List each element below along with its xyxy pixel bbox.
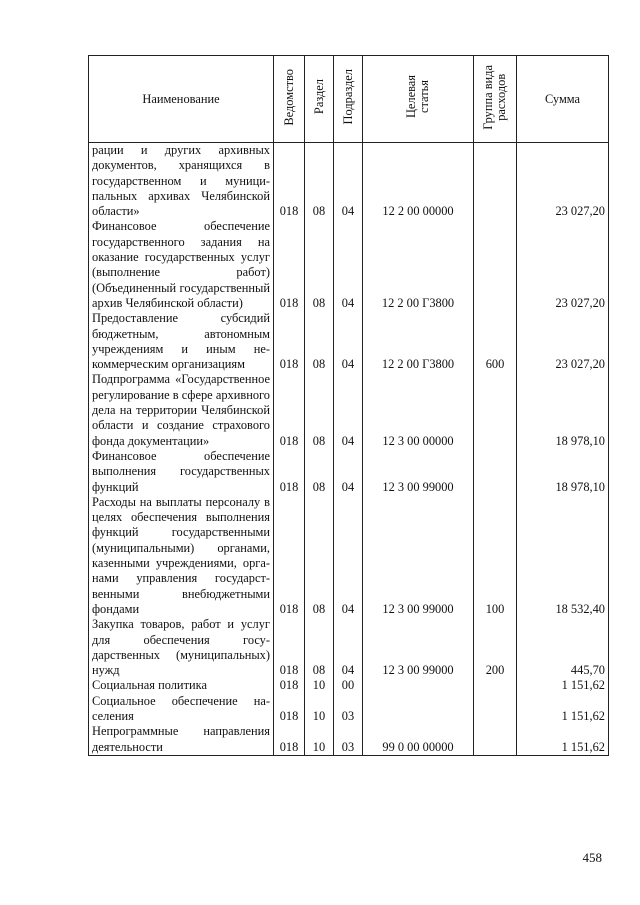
row-razdel: 08 — [305, 311, 334, 372]
row-name: Финансовое обеспечение государственного задания на оказание государственных услуг (выполнение работ) (Объединенный государственный архив Челябинской области) — [89, 219, 274, 311]
row-razdel: 10 — [305, 678, 334, 693]
row-name: Финансовое обеспечение выполнения государственных функций — [89, 449, 274, 495]
table-row — [89, 143, 609, 220]
row-name: Непрограммные направления деятельности — [89, 724, 274, 755]
row-podrazdel: 03 — [334, 694, 363, 725]
row-expense-group — [474, 694, 517, 725]
table-row — [89, 311, 609, 372]
row-expense-group — [474, 678, 517, 693]
row-vedomstvo: 018 — [274, 724, 305, 755]
row-sum: 18 978,10 — [517, 372, 609, 448]
row-podrazdel: 00 — [334, 678, 363, 693]
table-row — [89, 617, 609, 678]
row-target-article: 12 2 00 Г3800 — [363, 219, 474, 311]
row-target-article: 12 3 00 99000 — [363, 449, 474, 495]
row-vedomstvo: 018 — [274, 449, 305, 495]
row-name: Предоставление субсидий бюджетным, автономным учреждениям и иным некоммерческим организациям — [89, 311, 274, 372]
table-row — [89, 449, 609, 495]
row-vedomstvo: 018 — [274, 311, 305, 372]
row-razdel: 08 — [305, 617, 334, 678]
budget-table — [88, 55, 609, 756]
table-header-row — [89, 56, 609, 143]
row-sum: 1 151,62 — [517, 724, 609, 755]
row-sum: 1 151,62 — [517, 694, 609, 725]
row-razdel: 08 — [305, 449, 334, 495]
header-target-article: Целевая статья — [363, 56, 474, 143]
row-name: Подпрограмма «Государственное регулирование в сфере архивного дела на территории Челябинской области и создание страхового фонда документации» — [89, 372, 274, 448]
row-target-article — [363, 678, 474, 693]
header-sum: Сумма — [517, 56, 609, 143]
header-podrazdel: Подраздел — [334, 56, 363, 143]
row-podrazdel: 04 — [334, 372, 363, 448]
row-sum: 23 027,20 — [517, 219, 609, 311]
table-row — [89, 219, 609, 311]
header-name: Наименование — [89, 56, 274, 143]
row-name: рации и других архивных документов, хранящихся в государственном и муниципальных архивах Челябинской области» — [89, 143, 274, 220]
row-name: Социальное обеспечение населения — [89, 694, 274, 725]
header-razdel: Раздел — [305, 56, 334, 143]
row-sum: 18 532,40 — [517, 495, 609, 617]
row-expense-group: 100 — [474, 495, 517, 617]
row-vedomstvo: 018 — [274, 495, 305, 617]
row-expense-group — [474, 219, 517, 311]
row-expense-group — [474, 724, 517, 755]
header-expense-group: Группа вида расходов — [474, 56, 517, 143]
row-name: Социальная политика — [89, 678, 274, 693]
table-row — [89, 678, 609, 693]
row-sum: 1 151,62 — [517, 678, 609, 693]
row-razdel: 10 — [305, 694, 334, 725]
row-target-article — [363, 694, 474, 725]
row-sum: 445,70 — [517, 617, 609, 678]
row-target-article: 12 3 00 99000 — [363, 495, 474, 617]
row-razdel: 10 — [305, 724, 334, 755]
row-vedomstvo: 018 — [274, 219, 305, 311]
table-row — [89, 724, 609, 755]
row-name: Закупка товаров, работ и услуг для обеспечения государственных (муниципальных) нужд — [89, 617, 274, 678]
row-vedomstvo: 018 — [274, 694, 305, 725]
row-name: Расходы на выплаты персоналу в целях обеспечения выполнения функций государственными (муниципальными) органами, казенными учреждениями, органами управления государственными внебюджетными фондами — [89, 495, 274, 617]
row-razdel: 08 — [305, 219, 334, 311]
row-vedomstvo: 018 — [274, 143, 305, 220]
row-podrazdel: 04 — [334, 495, 363, 617]
row-sum: 18 978,10 — [517, 449, 609, 495]
row-expense-group: 600 — [474, 311, 517, 372]
row-razdel: 08 — [305, 495, 334, 617]
table-row — [89, 495, 609, 617]
row-target-article: 12 2 00 00000 — [363, 143, 474, 220]
row-sum: 23 027,20 — [517, 143, 609, 220]
row-target-article: 12 3 00 00000 — [363, 372, 474, 448]
row-expense-group — [474, 143, 517, 220]
row-podrazdel: 04 — [334, 311, 363, 372]
row-vedomstvo: 018 — [274, 372, 305, 448]
table-row — [89, 694, 609, 725]
row-podrazdel: 04 — [334, 219, 363, 311]
row-expense-group — [474, 449, 517, 495]
row-podrazdel: 03 — [334, 724, 363, 755]
row-target-article: 99 0 00 00000 — [363, 724, 474, 755]
row-target-article: 12 2 00 Г3800 — [363, 311, 474, 372]
row-target-article: 12 3 00 99000 — [363, 617, 474, 678]
table-row — [89, 372, 609, 448]
row-podrazdel: 04 — [334, 617, 363, 678]
page-number: 458 — [582, 850, 602, 865]
row-razdel: 08 — [305, 143, 334, 220]
row-vedomstvo: 018 — [274, 617, 305, 678]
row-sum: 23 027,20 — [517, 311, 609, 372]
row-podrazdel: 04 — [334, 449, 363, 495]
header-vedomstvo: Ведомство — [274, 56, 305, 143]
row-vedomstvo: 018 — [274, 678, 305, 693]
row-razdel: 08 — [305, 372, 334, 448]
row-expense-group: 200 — [474, 617, 517, 678]
row-podrazdel: 04 — [334, 143, 363, 220]
row-expense-group — [474, 372, 517, 448]
